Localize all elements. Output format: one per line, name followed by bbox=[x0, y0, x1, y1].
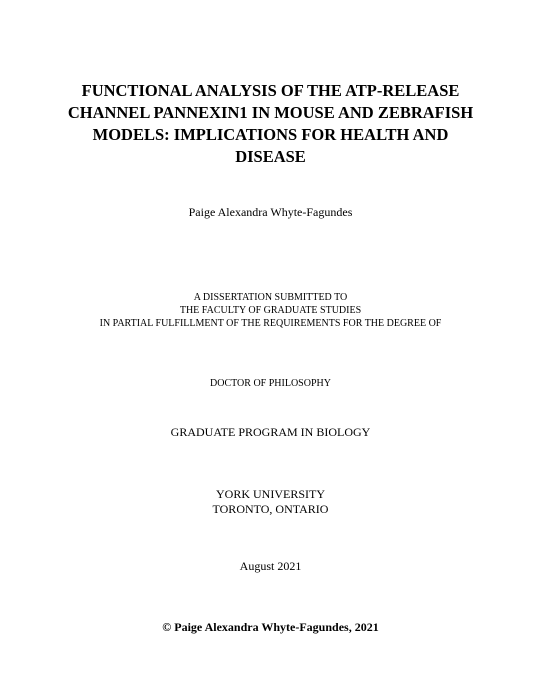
dissertation-title bbox=[0, 80, 541, 168]
statement-line-2: THE FACULTY OF GRADUATE STUDIES bbox=[179, 305, 362, 316]
university-name: YORK UNIVERSITY bbox=[216, 487, 325, 501]
copyright-notice: © Paige Alexandra Whyte-Fagundes, 2021 bbox=[162, 620, 379, 634]
title-line-1: FUNCTIONAL ANALYSIS OF THE ATP-RELEASE bbox=[81, 81, 460, 100]
author-name: Paige Alexandra Whyte-Fagundes bbox=[188, 205, 353, 219]
statement-line-3: IN PARTIAL FULFILLMENT OF THE REQUIREMENTS FOR THE DEGREE OF bbox=[99, 318, 442, 329]
title-line-3: MODELS: IMPLICATIONS FOR HEALTH AND bbox=[92, 125, 449, 144]
institution bbox=[0, 487, 541, 517]
degree-name: DOCTOR OF PHILOSOPHY bbox=[210, 378, 331, 389]
submission-statement bbox=[0, 291, 541, 330]
university-location: TORONTO, ONTARIO bbox=[212, 502, 329, 516]
submission-date: August 2021 bbox=[239, 559, 302, 573]
graduate-program: GRADUATE PROGRAM IN BIOLOGY bbox=[170, 425, 371, 439]
title-line-2: CHANNEL PANNEXIN1 IN MOUSE AND ZEBRAFISH bbox=[67, 103, 474, 122]
title-line-4: DISEASE bbox=[235, 147, 306, 166]
statement-line-1: A DISSERTATION SUBMITTED TO bbox=[193, 292, 348, 303]
